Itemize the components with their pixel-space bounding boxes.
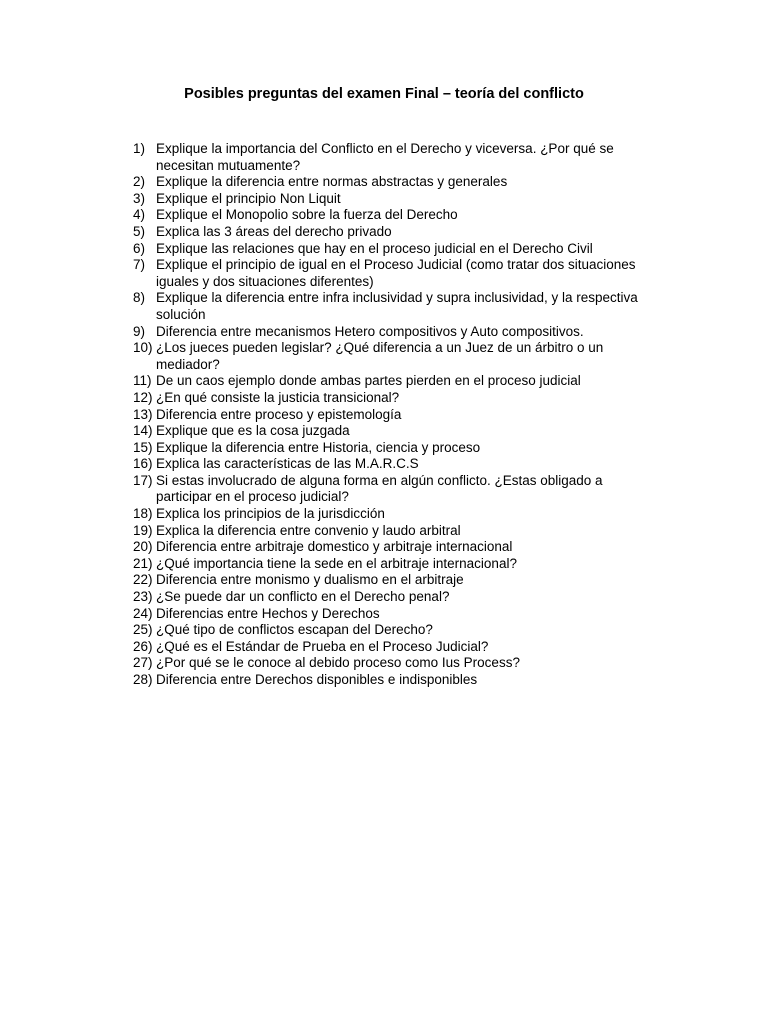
question-number: 15) [133, 439, 153, 455]
question-item [133, 473, 653, 506]
question-number: 6) [133, 240, 146, 256]
question-item [133, 523, 653, 540]
question-text: ¿Qué es el Estándar de Prueba en el Proceso Judicial? [156, 638, 489, 654]
question-number: 7) [133, 257, 146, 273]
question-number: 18) [133, 506, 153, 522]
question-text: Si estas involucrado de alguna forma en algún conflicto. ¿Estas obligado a participar en el proceso judicial? [156, 472, 603, 505]
question-item [133, 622, 653, 639]
question-text: ¿Qué importancia tiene la sede en el arbitraje internacional? [156, 555, 517, 571]
question-item [133, 556, 653, 573]
question-number: 28) [133, 672, 153, 687]
question-text: Explique que es la cosa juzgada [156, 423, 350, 439]
question-item [133, 141, 653, 174]
question-number: 13) [133, 406, 153, 422]
question-item [133, 241, 653, 258]
question-item [133, 655, 653, 672]
question-text: Diferencia entre mecanismos Hetero compositivos y Auto compositivos. [156, 323, 584, 339]
question-number: 16) [133, 456, 153, 472]
question-text: Explique la importancia del Conflicto en el Derecho y viceversa. ¿Por qué se necesitan mutuamente? [156, 141, 614, 173]
question-number: 12) [133, 389, 153, 405]
question-item [133, 440, 653, 457]
question-number: 9) [133, 323, 146, 339]
question-list [133, 141, 653, 689]
question-item [133, 373, 653, 390]
question-text: Diferencia entre Derechos disponibles e indisponibles [156, 672, 478, 687]
question-item [133, 506, 653, 523]
question-number: 21) [133, 555, 153, 571]
question-number: 3) [133, 190, 146, 206]
question-item [133, 572, 653, 589]
question-text: Explique el principio Non Liquit [156, 190, 341, 206]
question-number: 5) [133, 223, 146, 239]
question-item [133, 290, 653, 323]
question-text: Diferencia entre proceso y epistemología [156, 406, 402, 422]
question-text: Explica los principios de la jurisdicción [156, 506, 385, 522]
document-title: Posibles preguntas del examen Final – teoría del conflicto [184, 86, 584, 102]
question-number: 22) [133, 572, 153, 588]
question-item [133, 207, 653, 224]
question-text: De un caos ejemplo donde ambas partes pierden en el proceso judicial [156, 373, 581, 389]
question-number: 4) [133, 207, 146, 223]
question-text: Explique la diferencia entre infra inclusividad y supra inclusividad, y la respectiva solución [156, 290, 638, 322]
question-text: ¿Los jueces pueden legislar? ¿Qué diferencia a un Juez de un árbitro o un mediador? [156, 340, 604, 372]
question-item [133, 456, 653, 473]
question-number: 27) [133, 655, 153, 671]
question-item [133, 257, 653, 290]
question-text: Explique el principio de igual en el Proceso Judicial (como tratar dos situaciones iguales y dos situaciones diferentes) [156, 257, 636, 289]
question-number: 24) [133, 605, 153, 621]
question-item [133, 606, 653, 623]
question-text: ¿Por qué se le conoce al debido proceso como Ius Process? [156, 655, 520, 671]
question-text: Diferencia entre monismo y dualismo en el arbitraje [156, 572, 464, 588]
question-number: 20) [133, 539, 153, 555]
question-text: Explica la diferencia entre convenio y laudo arbitral [156, 522, 461, 538]
question-text: ¿Se puede dar un conflicto en el Derecho penal? [156, 589, 450, 605]
question-text: Explica las características de las M.A.R.C.S [156, 456, 419, 472]
question-item [133, 407, 653, 424]
question-number: 25) [133, 622, 153, 638]
question-item [133, 390, 653, 407]
question-item [133, 423, 653, 440]
question-text: Explique la diferencia entre normas abstractas y generales [156, 174, 508, 190]
question-number: 2) [133, 174, 146, 190]
question-text: Diferencias entre Hechos y Derechos [156, 605, 380, 621]
question-item [133, 340, 653, 373]
question-item [133, 174, 653, 191]
question-text: Diferencia entre arbitraje domestico y arbitraje internacional [156, 539, 513, 555]
question-number: 1) [133, 141, 146, 156]
question-item [133, 539, 653, 556]
question-text: Explique el Monopolio sobre la fuerza del Derecho [156, 207, 458, 223]
question-number: 14) [133, 423, 153, 439]
question-text: ¿Qué tipo de conflictos escapan del Derecho? [156, 622, 433, 638]
question-item [133, 589, 653, 606]
question-text: ¿En qué consiste la justicia transicional? [156, 389, 400, 405]
question-text: Explique las relaciones que hay en el proceso judicial en el Derecho Civil [156, 240, 593, 256]
question-item [133, 191, 653, 208]
question-number: 17) [133, 472, 153, 488]
question-number: 10) [133, 340, 153, 356]
question-item [133, 639, 653, 656]
question-number: 19) [133, 522, 153, 538]
question-item [133, 224, 653, 241]
question-item [133, 324, 653, 341]
question-text: Explica las 3 áreas del derecho privado [156, 223, 392, 239]
question-number: 8) [133, 290, 146, 306]
question-number: 23) [133, 589, 153, 605]
question-item [133, 672, 653, 689]
question-number: 26) [133, 638, 153, 654]
question-text: Explique la diferencia entre Historia, ciencia y proceso [156, 439, 481, 455]
question-number: 11) [133, 373, 152, 389]
